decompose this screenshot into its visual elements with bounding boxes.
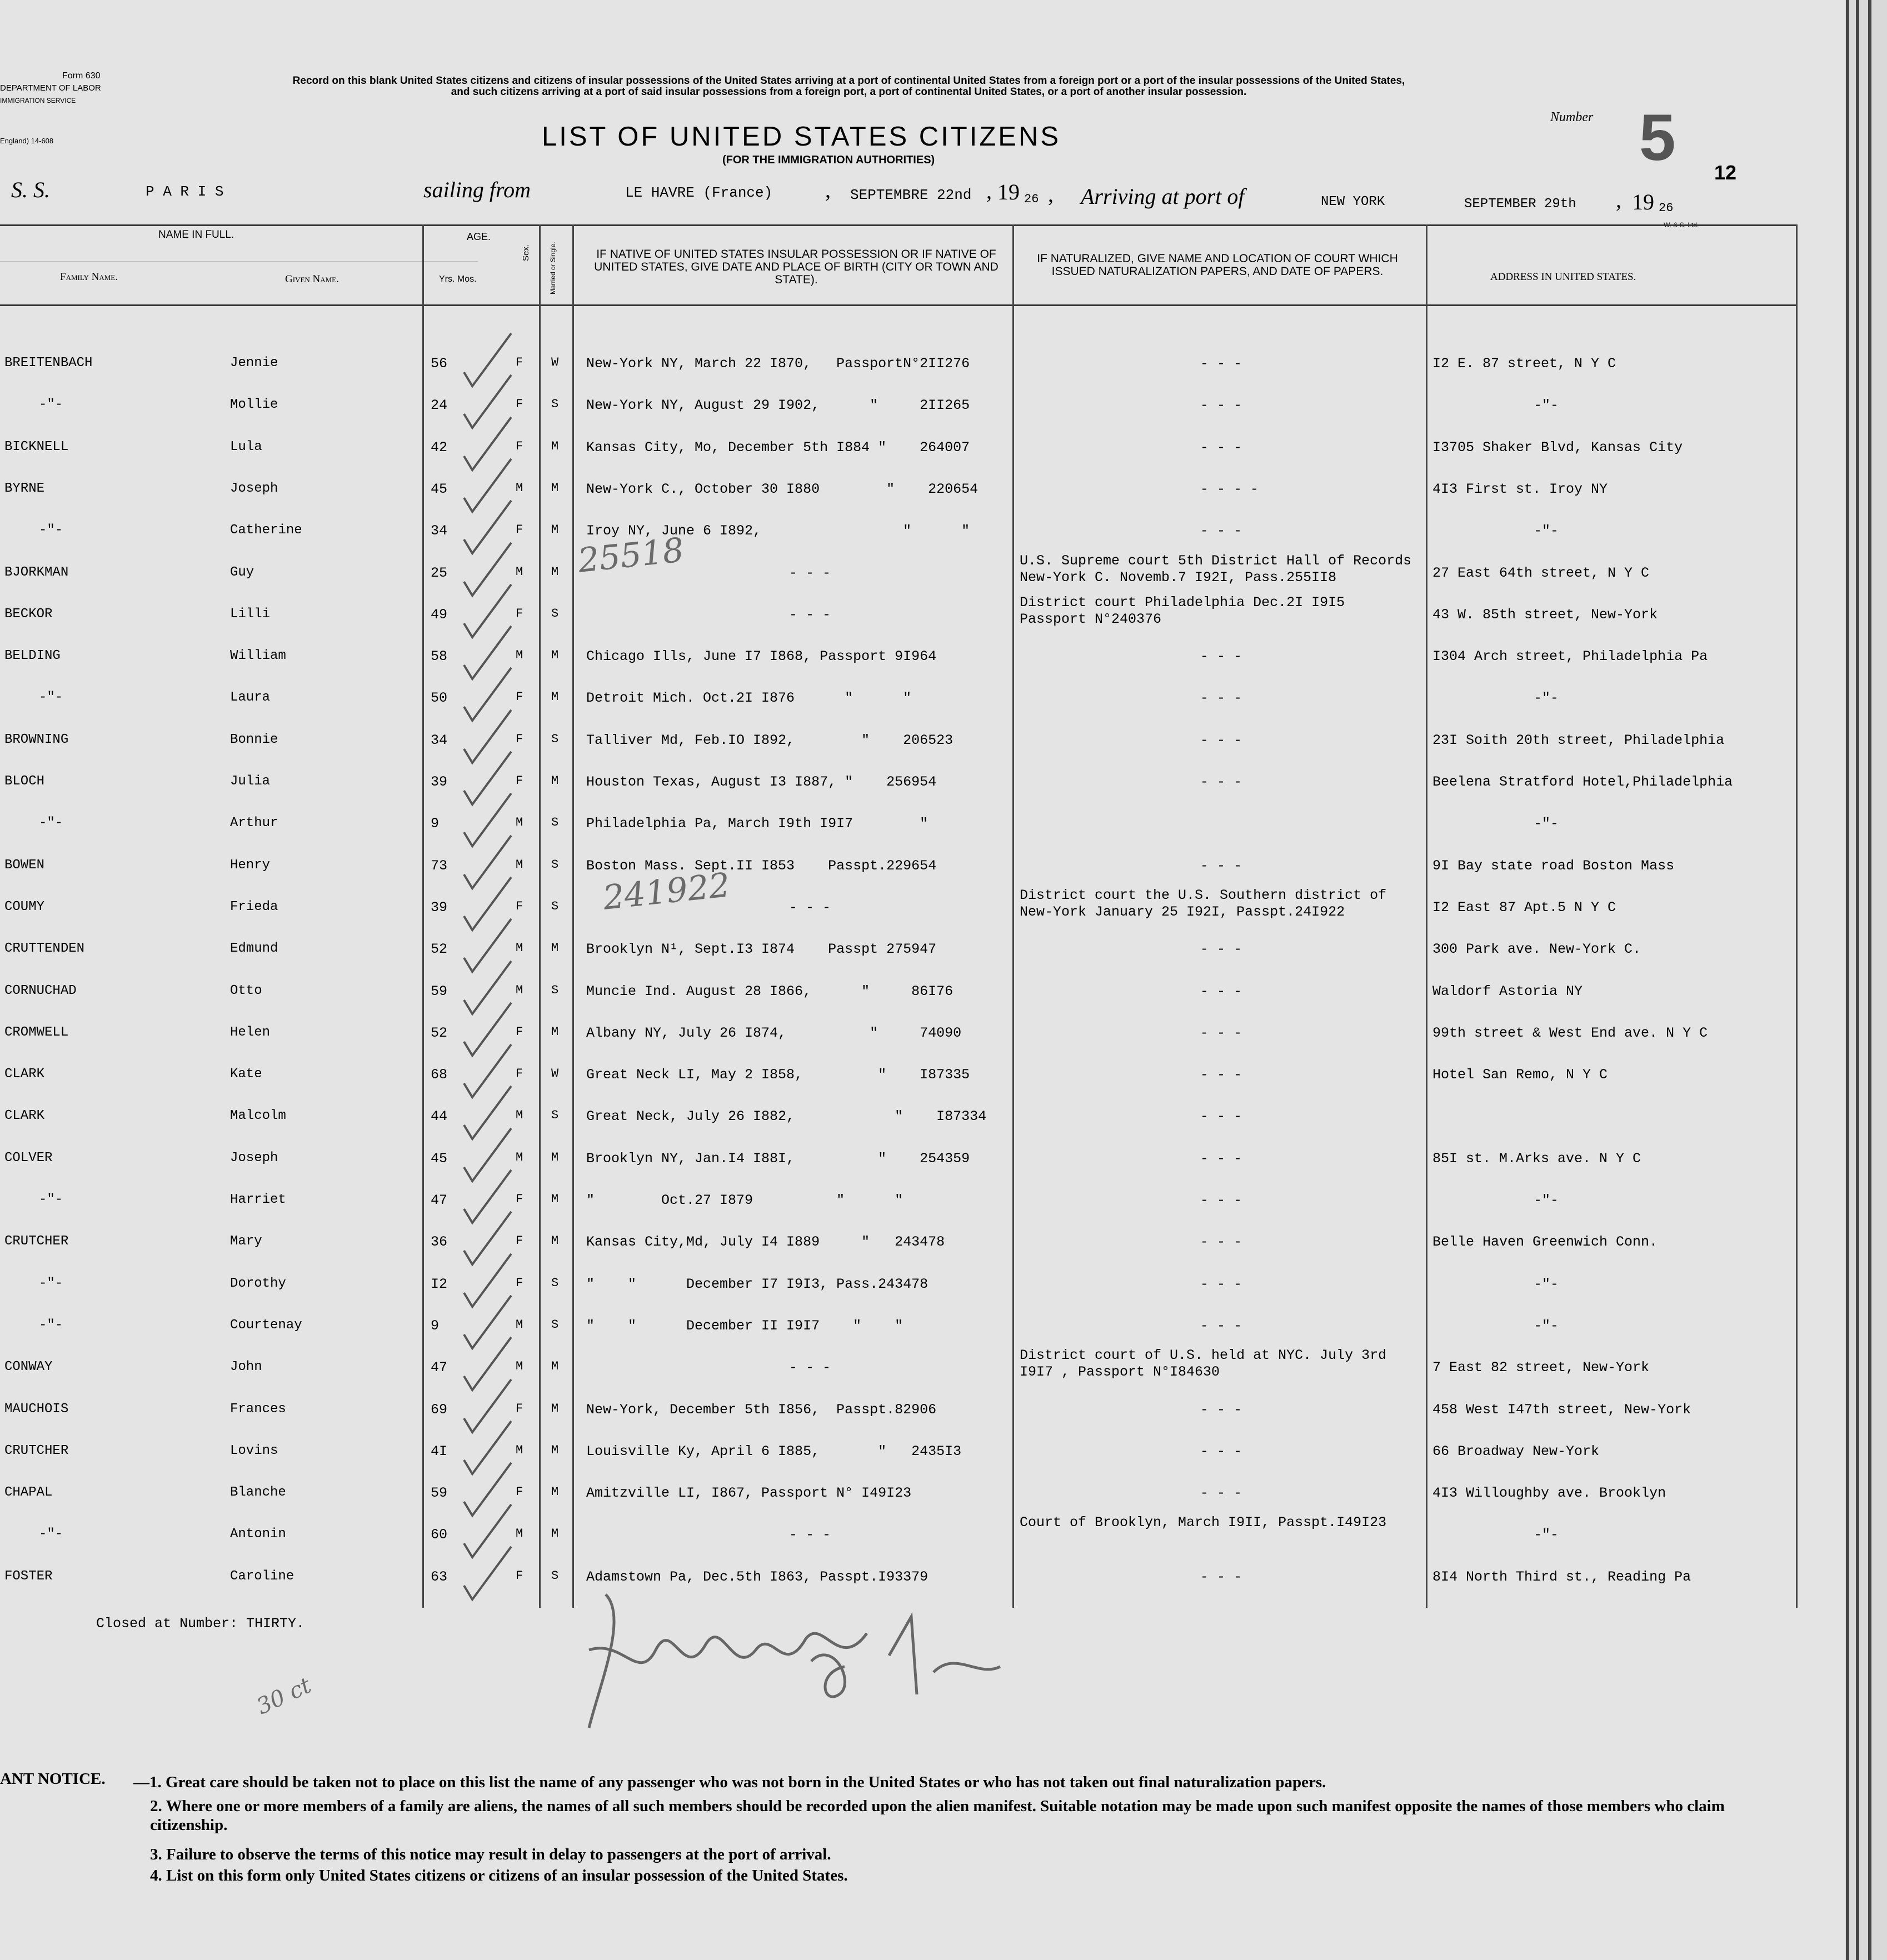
naturalization-cell: U.S. Supreme court 5th District Hall of Records New-York C. Novemb.7 I92I, Pass.255II8 — [1020, 553, 1412, 586]
address-cell: 66 Broadway New-York — [1432, 1443, 1600, 1459]
naturalization-cell: - - - — [1200, 1067, 1242, 1083]
given-name-cell: Frieda — [230, 899, 278, 914]
given-name-cell: Lovins — [230, 1443, 278, 1458]
age-cell: 68 — [431, 1067, 448, 1083]
birth-cell: - - - — [789, 899, 831, 916]
address-cell: -"- — [1534, 523, 1559, 539]
age-cell: 56 — [431, 356, 448, 372]
department: DEPARTMENT OF LABOR — [0, 83, 101, 93]
birth-cell: " " December II I9I7 " " — [586, 1318, 903, 1334]
header-address: ADDRESS IN UNITED STATES. — [1490, 271, 1636, 283]
naturalization-cell: Court of Brooklyn, March I9II, Passpt.I49I23 — [1020, 1514, 1387, 1531]
marital-status-cell: S — [551, 899, 559, 913]
birth-cell: New-York C., October 30 I880 " 220654 — [586, 481, 979, 497]
given-name-cell: Laura — [230, 690, 271, 705]
address-cell: Waldorf Astoria NY — [1432, 983, 1583, 999]
sex-cell: F — [516, 774, 523, 788]
naturalization-cell: - - - — [1200, 1318, 1242, 1334]
marital-status-cell: S — [551, 1276, 559, 1290]
naturalization-cell: - - - — [1200, 356, 1242, 372]
marital-status-cell: S — [551, 1318, 559, 1332]
naturalization-cell: - - - — [1200, 439, 1242, 456]
marital-status-cell: M — [551, 648, 559, 662]
given-name-cell: Caroline — [230, 1569, 294, 1584]
sex-cell: F — [516, 1234, 523, 1248]
notice-label: ANT NOTICE. — [0, 1770, 106, 1788]
birth-cell: Iroy NY, June 6 I892, " " — [586, 523, 970, 539]
address-cell: -"- — [1534, 1318, 1559, 1334]
age-cell: 60 — [431, 1527, 448, 1543]
given-name-cell: Helen — [230, 1025, 271, 1040]
family-name-cell: BROWNING — [4, 732, 69, 747]
family-name-cell: -"- — [39, 1527, 63, 1542]
pencil-number-2: 241922 — [601, 866, 732, 918]
naturalization-cell: - - - — [1200, 1192, 1242, 1208]
age-cell: 9 — [431, 1318, 440, 1334]
service: IMMIGRATION SERVICE — [0, 97, 76, 104]
pencil-number-1: 25518 — [576, 531, 686, 581]
family-name-cell: -"- — [39, 816, 63, 831]
address-cell: Beelena Stratford Hotel,Philadelphia — [1432, 774, 1733, 790]
marital-status-cell: M — [551, 523, 559, 537]
naturalization-cell: - - - — [1200, 1485, 1242, 1501]
sex-cell: F — [516, 1067, 523, 1081]
given-name-cell: Bonnie — [230, 732, 278, 747]
sex-cell: F — [516, 1402, 523, 1416]
family-name-cell: BICKNELL — [4, 439, 69, 454]
birth-cell: New-York, December 5th I856, Passpt.82906 — [586, 1402, 937, 1418]
given-name-cell: John — [230, 1359, 262, 1374]
marital-status-cell: M — [551, 1192, 559, 1206]
birth-cell: Louisville Ky, April 6 I885, " 2435I3 — [586, 1443, 962, 1459]
age-cell: 36 — [431, 1234, 448, 1250]
age-cell: 25 — [431, 565, 448, 581]
marital-status-cell: S — [551, 1108, 559, 1122]
marital-status-cell: M — [551, 1151, 559, 1164]
family-name-cell: CONWAY — [4, 1359, 53, 1374]
sex-cell: M — [516, 1108, 523, 1122]
voyage-comma-2: , — [986, 178, 992, 203]
birth-cell: Brooklyn N¹, Sept.I3 I874 Passpt 275947 — [586, 941, 937, 957]
birth-cell: Talliver Md, Feb.IO I892, " 206523 — [586, 732, 954, 748]
year-to: 26 — [1659, 201, 1674, 215]
age-cell: 59 — [431, 983, 448, 999]
age-cell: 52 — [431, 1025, 448, 1041]
family-name-cell: -"- — [39, 1318, 63, 1333]
birth-cell: " " December I7 I9I3, Pass.243478 — [586, 1276, 928, 1292]
sex-cell: F — [516, 1485, 523, 1499]
sex-cell: F — [516, 899, 523, 913]
address-cell: -"- — [1534, 1192, 1559, 1208]
age-cell: 42 — [431, 439, 448, 456]
age-cell: 39 — [431, 774, 448, 790]
year-prefix-from: 19 — [997, 179, 1020, 204]
marital-status-cell: M — [551, 1025, 559, 1039]
marital-status-cell: M — [551, 774, 559, 788]
birth-cell: Muncie Ind. August 28 I866, " 86I76 — [586, 983, 954, 999]
given-name-cell: Otto — [230, 983, 262, 998]
marital-status-cell: M — [551, 1234, 559, 1248]
sex-cell: F — [516, 1569, 523, 1583]
sex-cell: F — [516, 1025, 523, 1039]
naturalization-cell: - - - — [1200, 1025, 1242, 1041]
naturalization-cell: - - - — [1200, 1276, 1242, 1292]
marital-status-cell: S — [551, 816, 559, 829]
family-name-cell: CORNUCHAD — [4, 983, 77, 998]
address-cell: 458 West I47th street, New-York — [1432, 1402, 1691, 1418]
birth-cell: New-York NY, August 29 I902, " 2II265 — [586, 397, 970, 413]
age-cell: 47 — [431, 1192, 448, 1208]
family-name-cell: BYRNE — [4, 481, 45, 496]
sex-cell: M — [516, 941, 523, 955]
given-name-cell: Blanche — [230, 1485, 286, 1500]
family-name-cell: BLOCH — [4, 774, 45, 789]
age-cell: 63 — [431, 1569, 448, 1585]
address-cell: I3705 Shaker Blvd, Kansas City — [1432, 439, 1683, 456]
age-cell: 69 — [431, 1402, 448, 1418]
age-cell: 4I — [431, 1443, 448, 1459]
family-name-cell: BECKOR — [4, 607, 53, 622]
age-cell: 44 — [431, 1108, 448, 1124]
ship-name: P A R I S — [146, 183, 224, 200]
birth-cell: - - - — [789, 1359, 831, 1376]
given-name-cell: Lula — [230, 439, 262, 454]
sex-cell: M — [516, 1527, 523, 1541]
age-cell: 73 — [431, 858, 448, 874]
address-cell: 99th street & West End ave. N Y C — [1432, 1025, 1708, 1041]
address-cell: 27 East 64th street, N Y C — [1432, 565, 1650, 581]
given-name-cell: Joseph — [230, 481, 278, 496]
sex-cell: M — [516, 1443, 523, 1457]
birth-cell: Great Neck LI, May 2 I858, " I87335 — [586, 1067, 970, 1083]
family-name-cell: -"- — [39, 397, 63, 412]
birth-cell: Kansas City, Mo, December 5th I884 " 264007 — [586, 439, 970, 456]
header-family-name: Family Name. — [60, 271, 118, 283]
family-name-cell: BOWEN — [4, 858, 45, 873]
birth-cell: Boston Mass. Sept.II I853 Passpt.229654 — [586, 858, 937, 874]
marital-status-cell: M — [551, 1485, 559, 1499]
page-edge-1 — [1846, 0, 1849, 1960]
family-name-cell: -"- — [39, 1192, 63, 1207]
marital-status-cell: M — [551, 690, 559, 704]
family-name-cell: FOSTER — [4, 1569, 53, 1584]
address-cell: I304 Arch street, Philadelphia Pa — [1432, 648, 1708, 664]
naturalization-cell: District court of U.S. held at NYC. July 3rd I9I7 , Passport N°I84630 — [1020, 1347, 1387, 1380]
birth-cell: Detroit Mich. Oct.2I I876 " " — [586, 690, 912, 706]
birth-cell: - - - — [789, 1527, 831, 1543]
given-name-cell: Mary — [230, 1234, 262, 1249]
marital-status-cell: S — [551, 732, 559, 746]
address-cell: 43 W. 85th street, New-York — [1432, 607, 1658, 623]
family-name-cell: -"- — [39, 1276, 63, 1291]
birth-cell: Chicago Ills, June I7 I868, Passport 9I964 — [586, 648, 937, 664]
marital-status-cell: M — [551, 1443, 559, 1457]
marital-status-cell: S — [551, 983, 559, 997]
naturalization-cell: - - - — [1200, 1443, 1242, 1459]
address-cell: 7 East 82 street, New-York — [1432, 1359, 1650, 1376]
address-cell: 85I st. M.Arks ave. N Y C — [1432, 1151, 1641, 1167]
date-from: SEPTEMBRE 22nd — [850, 187, 972, 203]
notice-item-2: 2. Where one or more members of a family are aliens, the names of all such members should be recorded upon the alien manifest. Suitable notation may be made upon such manifest opposite the names of those members who claim citizenship. — [150, 1797, 1725, 1834]
birth-cell: Albany NY, July 26 I874, " 74090 — [586, 1025, 962, 1041]
marital-status-cell: M — [551, 941, 559, 955]
given-name-cell: Catherine — [230, 523, 302, 538]
sex-cell: F — [516, 397, 523, 411]
age-cell: 49 — [431, 607, 448, 623]
naturalization-cell: District court the U.S. Southern district of New-York January 25 I92I, Passpt.24I922 — [1020, 887, 1387, 920]
naturalization-cell: - - - — [1200, 690, 1242, 706]
number-value: 5 — [1639, 101, 1676, 174]
header-naturalized: IF NATURALIZED, GIVE NAME AND LOCATION OF COURT WHICH ISSUED NATURALIZATION PAPERS, AND DATE OF PAPERS. — [1037, 252, 1398, 278]
sex-cell: M — [516, 648, 523, 662]
birth-cell: - - - — [789, 565, 831, 581]
number-label: Number — [1550, 110, 1594, 124]
naturalization-cell: - - - — [1200, 858, 1242, 874]
address-cell: -"- — [1534, 1527, 1559, 1543]
voyage-comma-1: , — [825, 177, 831, 202]
header-name-in-full: NAME IN FULL. — [158, 229, 234, 241]
given-name-cell: Malcolm — [230, 1108, 286, 1123]
age-cell: 34 — [431, 732, 448, 748]
voyage-comma-3: , — [1048, 182, 1054, 207]
family-name-cell: MAUCHOIS — [4, 1402, 69, 1417]
family-name-cell: CRUTCHER — [4, 1443, 69, 1458]
notice-item-3: 3. Failure to observe the terms of this notice may result in delay to passengers at the port of arrival. — [150, 1846, 831, 1863]
given-name-cell: Harriet — [230, 1192, 286, 1207]
header-age: AGE. — [467, 231, 491, 242]
address-cell: -"- — [1534, 816, 1559, 832]
family-name-cell: CRUTCHER — [4, 1234, 69, 1249]
birth-cell: Houston Texas, August I3 I887, " 256954 — [586, 774, 937, 790]
address-cell: 8I4 North Third st., Reading Pa — [1432, 1569, 1691, 1585]
sex-cell: F — [516, 690, 523, 704]
marital-status-cell: M — [551, 565, 559, 579]
sex-cell: M — [516, 983, 523, 997]
form-subtitle: (FOR THE IMMIGRATION AUTHORITIES) — [722, 154, 935, 166]
naturalization-cell: - - - — [1200, 1569, 1242, 1585]
age-cell: 9 — [431, 816, 440, 832]
address-cell: 300 Park ave. New-York C. — [1432, 941, 1641, 957]
marital-status-cell: S — [551, 858, 559, 872]
given-name-cell: Edmund — [230, 941, 278, 956]
given-name-cell: Kate — [230, 1067, 262, 1082]
closed-text: Closed at Number: THIRTY. — [96, 1616, 305, 1632]
notice-item-1: —1. Great care should be taken not to place on this list the name of any passenger who was not born in the United States or who has not taken out final naturalization papers. — [133, 1773, 1326, 1791]
sex-cell: M — [516, 481, 523, 495]
marital-status-cell: M — [551, 481, 559, 495]
address-cell: 4I3 Willoughby ave. Brooklyn — [1432, 1485, 1666, 1501]
age-cell: 45 — [431, 1151, 448, 1167]
birth-cell: - - - — [789, 607, 831, 623]
given-name-cell: Courtenay — [230, 1318, 302, 1333]
given-name-cell: Henry — [230, 858, 271, 873]
naturalization-cell: - - - — [1200, 1108, 1242, 1124]
birth-cell: Amitzville LI, I867, Passport N° I49I23 — [586, 1485, 912, 1501]
family-name-cell: CLARK — [4, 1067, 45, 1082]
marital-status-cell: S — [551, 397, 559, 411]
check-mark — [464, 333, 511, 386]
age-cell: I2 — [431, 1276, 448, 1292]
address-cell: Hotel San Remo, N Y C — [1432, 1067, 1608, 1083]
naturalization-cell: - - - — [1200, 1234, 1242, 1250]
sex-cell: F — [516, 523, 523, 537]
family-name-cell: CHAPAL — [4, 1485, 53, 1500]
naturalization-cell: - - - — [1200, 774, 1242, 790]
arriving-label: Arriving at port of — [1081, 184, 1245, 209]
marital-status-cell: M — [551, 1402, 559, 1416]
naturalization-cell: - - - — [1200, 1151, 1242, 1167]
notice-item-4: 4. List on this form only United States citizens or citizens of an insular possession of the United States. — [150, 1867, 848, 1884]
naturalization-cell: - - - — [1200, 941, 1242, 957]
given-name-cell: Frances — [230, 1402, 286, 1417]
sex-cell: F — [516, 439, 523, 453]
sex-cell: M — [516, 1151, 523, 1164]
age-cell: 39 — [431, 899, 448, 916]
page-edge-2 — [1856, 0, 1859, 1960]
marital-status-cell: W — [551, 356, 559, 369]
sailing-label: sailing from — [423, 177, 531, 202]
age-cell: 24 — [431, 397, 448, 413]
sex-cell: M — [516, 1359, 523, 1373]
family-name-cell: BELDING — [4, 648, 61, 663]
naturalization-cell: - - - - — [1200, 481, 1259, 497]
naturalization-cell: - - - — [1200, 397, 1242, 413]
given-name-cell: Antonin — [230, 1527, 286, 1542]
birth-cell: " Oct.27 I879 " " — [586, 1192, 903, 1208]
given-name-cell: Arthur — [230, 816, 278, 831]
sex-cell: M — [516, 858, 523, 872]
instruction-text: Record on this blank United States citizens and citizens of insular possessions of the United States arriving at a port of continental United States from a foreign port or a port of the insular possessions of the United States, and such citizens arriving at a port of said insular possessions from a foreign port, a port of continental United States, or a port of another insular possession. — [292, 75, 1405, 98]
sex-cell: M — [516, 565, 523, 579]
given-name-cell: Mollie — [230, 397, 278, 412]
port-to: NEW YORK — [1321, 194, 1385, 209]
address-cell: 23I Soith 20th street, Philadelphia — [1432, 732, 1725, 748]
naturalization-cell: District court Philadelphia Dec.2I I9I5 Passport N°240376 — [1020, 594, 1345, 627]
family-name-cell: COUMY — [4, 899, 45, 914]
address-cell: 9I Bay state road Boston Mass — [1432, 858, 1675, 874]
header-given-name: Given Name. — [285, 273, 339, 285]
given-name-cell: Guy — [230, 565, 254, 580]
age-cell: 50 — [431, 690, 448, 706]
age-cell: 59 — [431, 1485, 448, 1501]
naturalization-cell: - - - — [1200, 523, 1242, 539]
header-sex: Sex. — [521, 244, 531, 261]
birth-cell: Great Neck, July 26 I882, " I87334 — [586, 1108, 987, 1124]
marital-status-cell: S — [551, 607, 559, 621]
family-name-cell: CLARK — [4, 1108, 45, 1123]
family-name-cell: BREITENBACH — [4, 356, 93, 371]
naturalization-cell: - - - — [1200, 983, 1242, 999]
birth-cell: New-York NY, March 22 I870, PassportN°2II276 — [586, 356, 970, 372]
naturalization-cell: - - - — [1200, 1402, 1242, 1418]
marital-status-cell: S — [551, 1569, 559, 1583]
page-number: 12 — [1714, 161, 1737, 184]
header-birth: IF NATIVE OF UNITED STATES INSULAR POSSESSION OR IF NATIVE OF UNITED STATES, GIVE DATE AND PLACE OF BIRTH (CITY OR TOWN AND STATE). — [594, 248, 999, 286]
sex-cell: F — [516, 1276, 523, 1290]
page-edge-3 — [1868, 0, 1871, 1960]
marital-status-cell: M — [551, 439, 559, 453]
signature-scribble — [578, 1583, 1056, 1750]
form-title: LIST OF UNITED STATES CITIZENS — [542, 122, 1061, 152]
pencil-note: 30 ct — [253, 1672, 316, 1720]
family-name-cell: -"- — [39, 690, 63, 705]
address-cell: Belle Haven Greenwich Conn. — [1432, 1234, 1658, 1250]
naturalization-cell: - - - — [1200, 732, 1242, 748]
birth-cell: Philadelphia Pa, March I9th I9I7 " — [586, 816, 928, 832]
given-name-cell: Julia — [230, 774, 271, 789]
year-prefix-to: 19 — [1632, 189, 1654, 214]
year-from: 26 — [1024, 192, 1039, 206]
age-cell: 47 — [431, 1359, 448, 1376]
given-name-cell: Lilli — [230, 607, 271, 622]
sex-cell: F — [516, 607, 523, 621]
print-code: England) 14-608 — [0, 137, 54, 145]
given-name-cell: Joseph — [230, 1151, 278, 1166]
sex-cell: M — [516, 816, 523, 829]
sex-cell: M — [516, 1318, 523, 1332]
header-married-single: Married or Single. — [549, 242, 557, 294]
given-name-cell: Jennie — [230, 356, 278, 371]
form-number: Form 630 — [62, 71, 101, 81]
date-to: SEPTEMBER 29th — [1464, 197, 1576, 212]
address-cell: 4I3 First st. Iroy NY — [1432, 481, 1608, 497]
port-from: LE HAVRE (France) — [625, 184, 773, 201]
address-cell: I2 E. 87 street, N Y C — [1432, 356, 1616, 372]
address-cell: -"- — [1534, 1276, 1559, 1292]
family-name-cell: COLVER — [4, 1151, 53, 1166]
given-name-cell: Dorothy — [230, 1276, 286, 1291]
naturalization-cell: - - - — [1200, 648, 1242, 664]
birth-cell: Adamstown Pa, Dec.5th I863, Passpt.I93379 — [586, 1569, 928, 1585]
address-cell: I2 East 87 Apt.5 N Y C — [1432, 899, 1616, 916]
sex-cell: F — [516, 732, 523, 746]
family-name-cell: BJORKMAN — [4, 565, 69, 580]
age-cell: 45 — [431, 481, 448, 497]
age-cell: 34 — [431, 523, 448, 539]
voyage-comma-4: , — [1616, 187, 1621, 212]
address-cell: -"- — [1534, 690, 1559, 706]
age-cell: 52 — [431, 941, 448, 957]
marital-status-cell: M — [551, 1527, 559, 1541]
ss-label: S. S. — [11, 177, 50, 202]
sex-cell: F — [516, 356, 523, 369]
family-name-cell: CRUTTENDEN — [4, 941, 85, 956]
birth-cell: Kansas City,Md, July I4 I889 " 243478 — [586, 1234, 945, 1250]
birth-cell: Brooklyn NY, Jan.I4 I88I, " 254359 — [586, 1151, 970, 1167]
age-cell: 58 — [431, 648, 448, 664]
family-name-cell: -"- — [39, 523, 63, 538]
given-name-cell: William — [230, 648, 286, 663]
marital-status-cell: W — [551, 1067, 559, 1081]
marital-status-cell: M — [551, 1359, 559, 1373]
family-name-cell: CROMWELL — [4, 1025, 69, 1040]
header-yrs-mos: Yrs. Mos. — [439, 274, 477, 284]
address-cell: -"- — [1534, 397, 1559, 413]
sex-cell: F — [516, 1192, 523, 1206]
